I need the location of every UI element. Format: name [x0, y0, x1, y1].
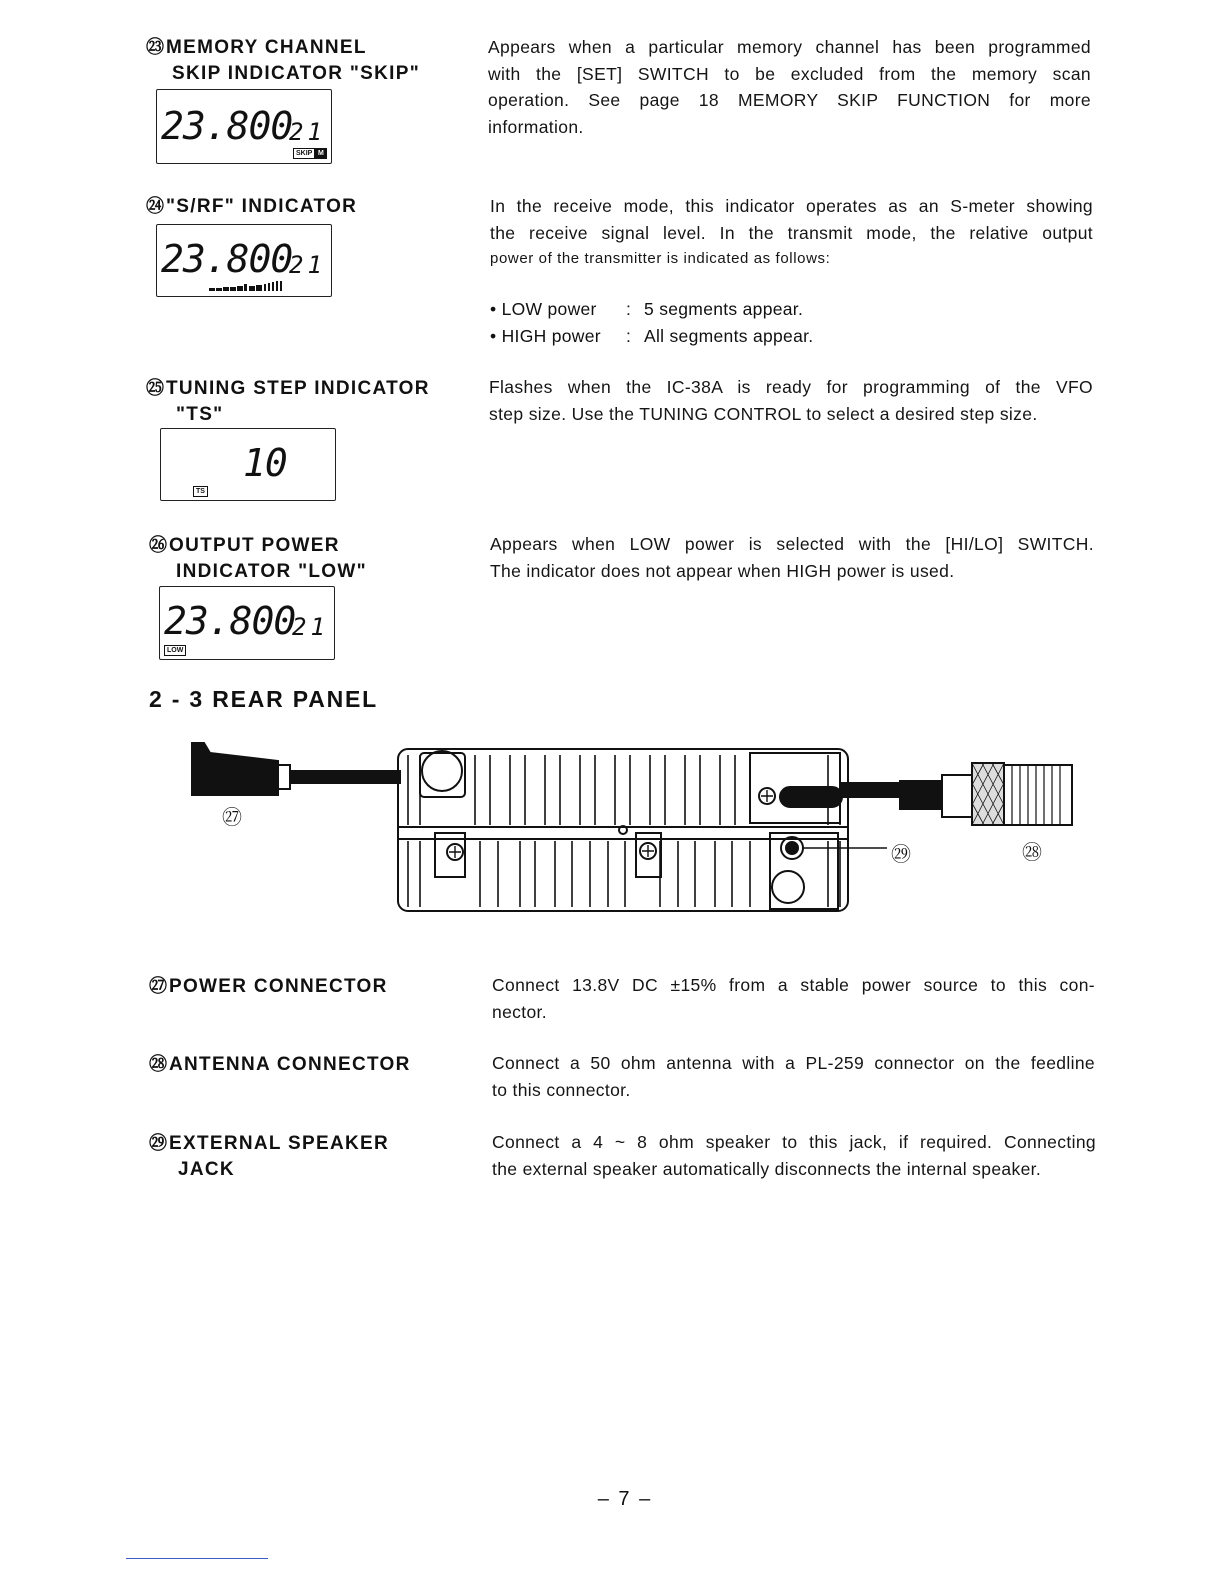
- footer-rule: [126, 1558, 268, 1559]
- s-meter-bar: [209, 280, 299, 292]
- low-tag: LOW: [164, 645, 186, 656]
- desc-s-rf: In the receive mode, this indicator operates as an S-meter showing the receive signal level. In the transmit mode, the relative output power of the transmitter is indicated as follows:: [490, 196, 1093, 267]
- bullet-high-power: • HIGH power : All segments appear.: [490, 326, 814, 346]
- desc-memory-skip: Appears when a particular memory channel has been programmed with the [SET] SWITCH to be excluded from the memory scan operation. See page 18 MEMORY SKIP FUNCTION for more information.: [488, 37, 1091, 137]
- desc-external-speaker: Connect a 4 ~ 8 ohm speaker to this jack, if required. Connecting the external speaker automatically disconnects the internal speaker.: [492, 1132, 1096, 1179]
- desc-output-power: Appears when LOW power is selected with the [HI/LO] SWITCH. The indicator does not appear when HIGH power is used.: [490, 534, 1094, 581]
- section-title-rear-panel: 2 - 3 REAR PANEL: [149, 686, 379, 712]
- lcd-ts-display: 10 TS: [160, 428, 336, 501]
- skip-tag: SKIP: [293, 148, 315, 159]
- heading-memory-skip: ㉓ MEMORY CHANNEL SKIP INDICATOR "SKIP": [146, 37, 421, 84]
- heading-antenna-connector: ㉘ ANTENNA CONNECTOR: [149, 1054, 411, 1075]
- callout-27: ㉗: [222, 807, 242, 829]
- bullet-low-power: • LOW power : 5 segments appear.: [490, 299, 804, 319]
- lcd-skip-display: 23.800 21 SKIP M: [156, 89, 332, 164]
- heading-external-speaker: ㉙ EXTERNAL SPEAKER JACK: [149, 1133, 389, 1180]
- desc-antenna-connector: Connect a 50 ohm antenna with a PL-259 connector on the feedline to this connector.: [492, 1053, 1095, 1100]
- heading-s-rf: ㉔ "S/RF" INDICATOR: [146, 196, 358, 217]
- heading-tuning-step: ㉕ TUNING STEP INDICATOR "TS": [146, 378, 430, 425]
- ts-tag: TS: [193, 486, 208, 497]
- desc-tuning-step: Flashes when the IC-38A is ready for programming of the VFO step size. Use the TUNING CONTROL to select a desired step size.: [489, 377, 1093, 424]
- heading-output-power: ㉖ OUTPUT POWER INDICATOR "LOW": [149, 535, 367, 582]
- rear-panel-diagram: [180, 735, 1090, 925]
- heading-power-connector: ㉗ POWER CONNECTOR: [149, 976, 388, 997]
- page-number: – 7 –: [597, 1488, 653, 1510]
- callout-28: ㉘: [1022, 842, 1042, 864]
- power-plug: [192, 743, 278, 795]
- callout-29: ㉙: [891, 844, 911, 866]
- desc-power-connector: Connect 13.8V DC ±15% from a stable power source to this con- nector.: [492, 975, 1095, 1022]
- lcd-low-display: 23.800 21 LOW: [159, 586, 335, 660]
- lcd-srf-display: 23.800 21: [156, 224, 332, 297]
- memory-tag: M: [315, 148, 327, 159]
